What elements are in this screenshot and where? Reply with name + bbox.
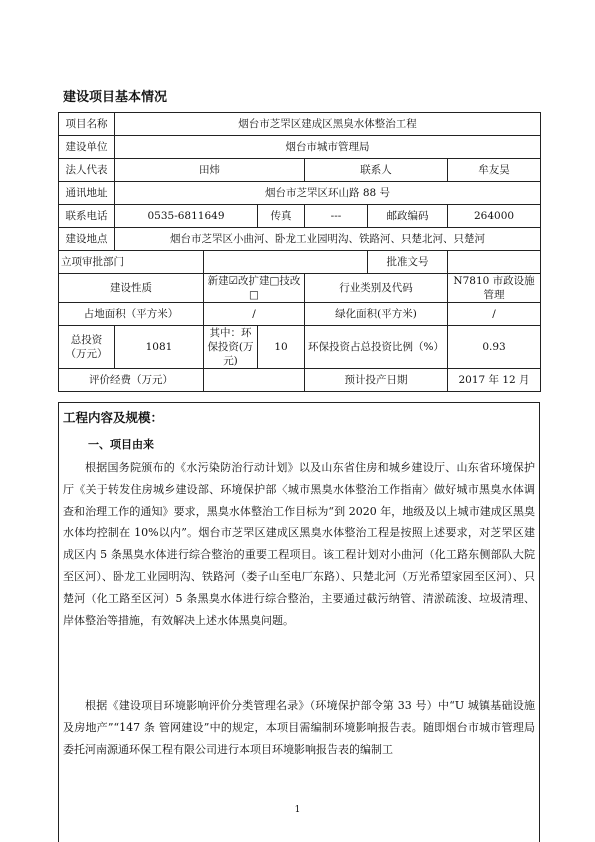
paragraph-eia-basis: 根据《建设项目环境影响评价分类管理名录》（环境保护部令第 33 号）中“U 城镇基础设施及房地产”“147 条 管网建设”中的规定，本项目需编制环境影响报告表。随即烟台市城市管理局委托河南源通环保工程有限公司进行本项目环境影响报告表的编制工 — [63, 699, 535, 756]
builder-label: 建设单位 — [59, 136, 115, 159]
total-investment-value: 1081 — [115, 326, 204, 369]
table-row — [59, 303, 541, 326]
table-row — [59, 136, 541, 159]
table-row — [59, 228, 541, 251]
table-row — [59, 113, 541, 136]
approval-no-value — [448, 251, 541, 274]
table-row — [59, 326, 541, 369]
project-info-table — [58, 112, 541, 392]
address-value: 烟台市芝罘区环山路 88 号 — [115, 182, 541, 205]
table-row — [59, 274, 541, 303]
nature-label: 建设性质 — [59, 274, 204, 303]
approval-dept-label: 立项审批部门 — [59, 251, 204, 274]
project-name-label: 项目名称 — [59, 113, 115, 136]
sub-heading: 一、项目由来 — [88, 438, 154, 451]
contact-label: 联系人 — [305, 159, 448, 182]
table-row — [59, 159, 541, 182]
section-heading: 工程内容及规模： — [63, 410, 164, 425]
phone-value: 0535-6811649 — [115, 205, 258, 228]
location-label: 建设地点 — [59, 228, 115, 251]
paragraph-background: 根据国务院颁布的《水污染防治行动计划》以及山东省住房和城乡建设厅、山东省环境保护厅《关于转发住房城乡建设部、环境保护部〈城市黑臭水体整治工作指南〉做好城市黑臭水体调查和治理工作的通知》要求，黑臭水体整治工作目标为“到 2020 年，地级及以上城市建成区黑臭水体均控制在 10%以内”。烟台市芝罘区建成区黑臭水体整治工程是按照上述要求，对芝罘区建成区内 5 条黑臭水体进行综合整治的重要工程项目。该工程计划对小曲河（化工路东侧部队大院至区河）、卧龙工业园明沟、铁路河（娄子山至电厂东路）、只楚北河（万光希望家园至区河）、只楚河（化工路至区河）5 条黑臭水体进行综合整治，主要通过截污纳管、清淤疏浚、垃圾清理、岸体整治等措施，有效解决上述水体黑臭问题。 — [63, 461, 535, 627]
total-investment-label: 总投资（万元） — [59, 326, 115, 369]
industry-value: N7810 市政设施管理 — [448, 274, 541, 303]
project-name-value: 烟台市芝罘区建成区黑臭水体整治工程 — [115, 113, 541, 136]
green-area-value: / — [448, 303, 541, 326]
page-title: 建设项目基本情况 — [63, 90, 168, 105]
contact-value: 牟友昊 — [448, 159, 541, 182]
land-area-value: / — [204, 303, 305, 326]
assessment-fee-value — [204, 369, 305, 392]
fax-value: --- — [305, 205, 368, 228]
industry-label: 行业类别及代码 — [305, 274, 448, 303]
approval-no-label: 批准文号 — [368, 251, 448, 274]
postcode-label: 邮政编码 — [368, 205, 448, 228]
postcode-value: 264000 — [448, 205, 541, 228]
phone-label: 联系电话 — [59, 205, 115, 228]
approval-dept-value — [204, 251, 368, 274]
table-row — [59, 369, 541, 392]
address-label: 通讯地址 — [59, 182, 115, 205]
land-area-label: 占地面积（平方米） — [59, 303, 204, 326]
production-date-value: 2017 年 12 月 — [448, 369, 541, 392]
page-number: 1 — [294, 805, 301, 815]
env-investment-value: 10 — [258, 326, 305, 369]
assessment-fee-label: 评价经费（万元） — [59, 369, 204, 392]
production-date-label: 预计投产日期 — [305, 369, 448, 392]
legal-rep-label: 法人代表 — [59, 159, 115, 182]
nature-value: 新建☑改扩建□技改□ — [204, 274, 305, 303]
env-ratio-label: 环保投资占总投资比例（%） — [305, 326, 448, 369]
table-row — [59, 182, 541, 205]
fax-label: 传真 — [258, 205, 305, 228]
table-row — [59, 251, 541, 274]
env-investment-label: 其中：环保投资(万元) — [204, 326, 258, 369]
green-area-label: 绿化面积(平方米) — [305, 303, 448, 326]
location-value: 烟台市芝罘区小曲河、卧龙工业园明沟、铁路河、只楚北河、只楚河 — [115, 228, 541, 251]
table-row — [59, 205, 541, 228]
env-ratio-value: 0.93 — [448, 326, 541, 369]
builder-value: 烟台市城市管理局 — [115, 136, 541, 159]
legal-rep-value: 田炜 — [115, 159, 305, 182]
